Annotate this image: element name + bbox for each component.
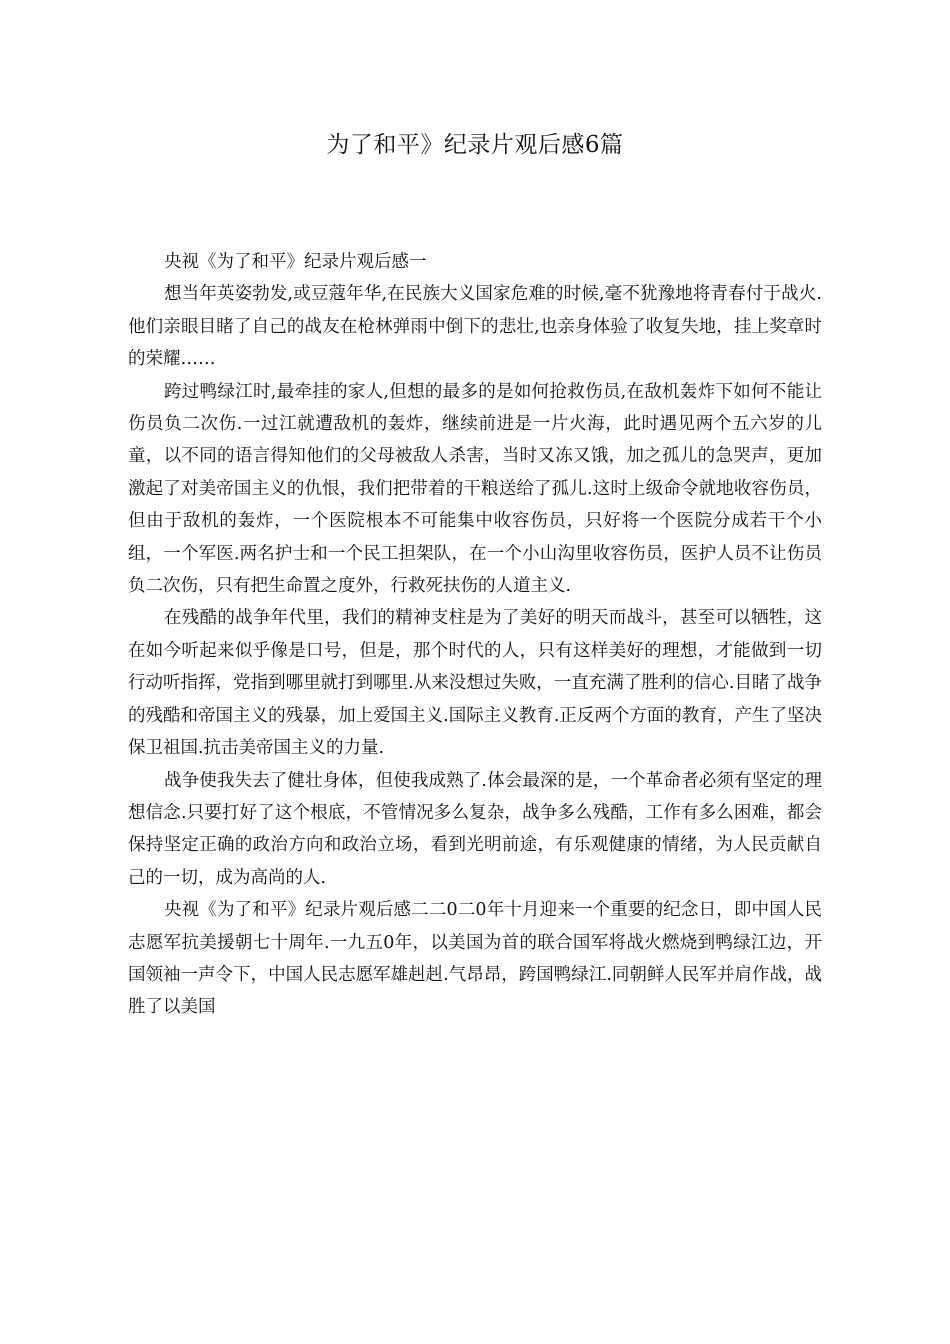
document-title: 为了和平》纪录片观后感6篇 xyxy=(326,132,624,158)
document-body xyxy=(128,246,822,1024)
body-paragraph: 跨过鸭绿江时,最牵挂的家人,但想的最多的是如何抢救伤员,在敌机轰炸下如何不能让伤员负二次伤.一过江就遭敌机的轰炸，继续前进是一片火海，此时遇见两个五六岁的儿童，以不同的语言得知他们的父母被敌人杀害，当时又冻又饿，加之孤儿的急哭声，更加激起了对美帝国主义的仇恨，我们把带着的干粮送给了孤儿.这时上级命令就地收容伤员，但由于敌机的轰炸，一个医院根本不可能集中收容伤员，只好将一个医院分成若干个小组，一个军医.两名护士和一个民工担架队，在一个小山沟里收容伤员，医护人员不让伤员负二次伤，只有把生命置之度外，行救死扶伤的人道主义. xyxy=(128,381,822,597)
body-paragraph: 战争使我失去了健壮身体，但使我成熟了.体会最深的是，一个革命者必须有坚定的理想信念.只要打好了这个根底，不管情况多么复杂，战争多么残酷，工作有多么困难，都会保持坚定正确的政治方向和政治立场，看到光明前途，有乐观健康的情绪，为人民贡献自己的一切，成为高尚的人. xyxy=(128,770,822,888)
body-paragraph: 在残酷的战争年代里，我们的精神支柱是为了美好的明天而战斗，甚至可以牺牲，这在如今听起来似乎像是口号，但是，那个时代的人，只有这样美好的理想，才能做到一切行动听指挥，党指到哪里就打到哪里.从来没想过失败，一直充满了胜利的信心.目睹了战争的残酷和帝国主义的残暴，加上爱国主义.国际主义教育.正反两个方面的教育，产生了坚决保卫祖国.抗击美帝国主义的力量. xyxy=(128,608,822,759)
section-heading-1: 央视《为了和平》纪录片观后感一 xyxy=(164,252,427,272)
body-paragraph: 想当年英姿勃发,或豆蔻年华,在民族大义国家危难的时候,毫不犹豫地将青春付于战火.他们亲眼目睹了自己的战友在枪林弹雨中倒下的悲壮,也亲身体验了收复失地，挂上奖章时的荣耀…… xyxy=(128,284,822,370)
body-paragraph: 央视《为了和平》纪录片观后感二二0二0年十月迎来一个重要的纪念日，即中国人民志愿军抗美援朝七十周年.一九五0年，以美国为首的联合国军将战火燃烧到鸭绿江边，开国领袖一声令下，中国人民志愿军雄赳赳.气昂昂，跨国鸭绿江.同朝鲜人民军并肩作战，战胜了以美国 xyxy=(128,900,822,1018)
